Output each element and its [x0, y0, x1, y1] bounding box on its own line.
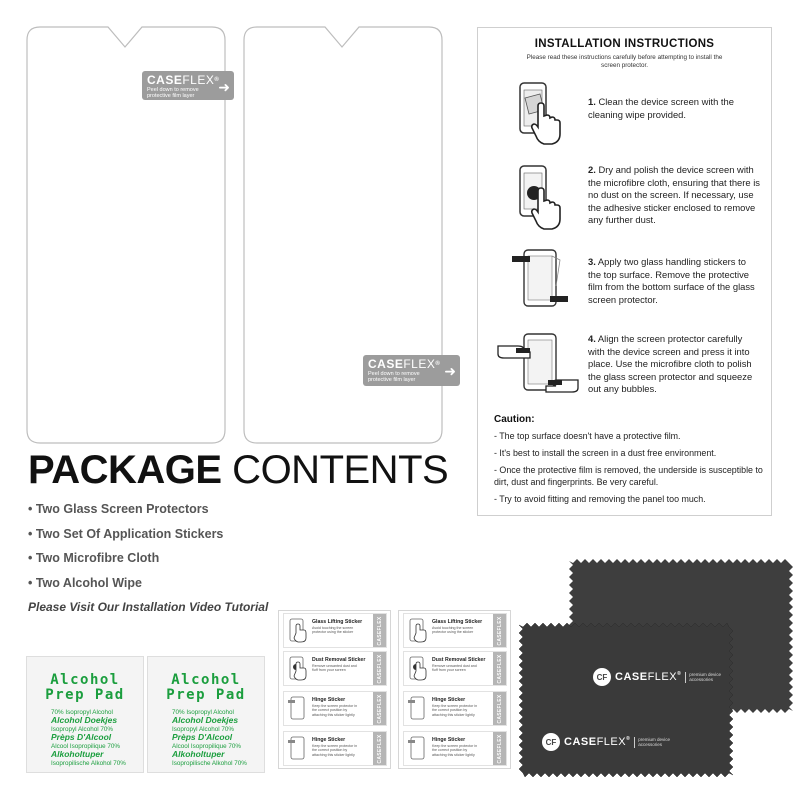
caution-item: - The top surface doesn't have a protective film. [494, 431, 681, 441]
caution-item: - Once the protective film is removed, the underside is susceptible to dirt, dust and fingerprints. Be very careful. [494, 465, 763, 487]
phone-hinge-icon [287, 735, 309, 762]
caution-item: - It's best to install the screen in a dust free environment. [494, 448, 717, 458]
phone-wipe-icon [516, 80, 572, 150]
caseflex-logo-icon: CF [593, 668, 611, 686]
alcohol-prep-pad [147, 656, 265, 773]
hinge-sticker[interactable] [283, 731, 387, 766]
package-item: • Two Glass Screen Protectors [28, 502, 209, 516]
sticker-desc: Avoid touching the screen protector using the sticker [432, 626, 474, 635]
peel-tab-text: protective film layer [368, 377, 416, 383]
hinge-sticker[interactable] [403, 691, 507, 726]
instruction-step-2: 2. Dry and polish the device screen with the microfibre cloth, ensuring that there is no dust on the screen. If necessary, use the adhesive sticker enclosed to remove any further dust. [588, 164, 760, 226]
alcohol-prep-pad [26, 656, 144, 773]
package-item: • Two Microfibre Cloth [28, 551, 160, 565]
peel-tab-left[interactable] [142, 71, 234, 100]
installation-instructions-card [477, 27, 772, 516]
sticker-name: Glass Lifting Sticker [432, 619, 483, 625]
phone-hinge-icon [407, 735, 429, 762]
sticker-desc: Keep the screen protector in the correct position by attaching this sticker lightly [432, 704, 478, 717]
pad-line: Alcohol Doekjes [172, 715, 239, 725]
hand-phone-icon [287, 655, 309, 682]
sticker-brand-strip: CASEFLEX [493, 732, 506, 765]
sticker-brand-strip: CASEFLEX [373, 652, 386, 685]
sticker-name: Dust Removal Sticker [432, 657, 486, 663]
sticker-name: Hinge Sticker [432, 697, 466, 703]
hand-phone-icon [287, 617, 309, 644]
glass-lifting-sticker[interactable] [403, 613, 507, 648]
cloth-brand-sub: premium device accessories [634, 737, 670, 748]
caution-item: - Try to avoid fitting and removing the panel too much. [494, 494, 706, 504]
hinge-sticker[interactable] [403, 731, 507, 766]
arrow-right-icon: ➜ [218, 79, 230, 95]
sticker-name: Dust Removal Sticker [312, 657, 366, 663]
pad-line: Alkoholtuper [51, 749, 104, 759]
sticker-desc: Avoid touching the screen protector using the sticker [312, 626, 354, 635]
dust-removal-sticker[interactable] [283, 651, 387, 686]
cloth-brand-back [593, 668, 721, 686]
package-contents-title: PACKAGE CONTENTS [28, 448, 449, 492]
cloth-brand-front [542, 733, 670, 751]
sticker-name: Hinge Sticker [312, 697, 346, 703]
pad-line: Isopropyl Alcohol 70% [51, 726, 113, 733]
sticker-desc: Remove unwanted dust and fluff from your screen [432, 664, 477, 673]
instructions-intro: Please read these instructions carefully before attempting to install the screen protector. [526, 54, 723, 69]
peel-tab-brand: CASEFLEX® [147, 73, 220, 87]
cloth-brand-sub: premium device accessories [685, 672, 721, 683]
pad-line: Alkoholtuper [172, 749, 225, 759]
microfibre-cloth-front [518, 622, 734, 778]
pad-title: Alcohol [50, 672, 120, 688]
sticker-brand-strip: CASEFLEX [373, 732, 386, 765]
apply-stickers-icon [508, 246, 578, 312]
sticker-sheet [398, 610, 511, 769]
pad-line: 70% Isopropyl Alcohol [51, 709, 113, 716]
peel-tab-right[interactable] [363, 355, 460, 386]
hinge-sticker[interactable] [283, 691, 387, 726]
instructions-title: INSTALLATION INSTRUCTIONS [534, 38, 715, 50]
cloth-brand-name: CASEFLEX® [564, 736, 631, 748]
sticker-name: Hinge Sticker [432, 737, 466, 743]
sticker-desc: Keep the screen protector in the correct position by attaching this sticker lightly [312, 744, 358, 757]
sticker-brand-strip: CASEFLEX [493, 614, 506, 647]
package-item: • Two Set Of Application Stickers [28, 527, 224, 541]
sticker-name: Glass Lifting Sticker [312, 619, 363, 625]
pad-line: 70% Isopropyl Alcohol [172, 709, 234, 716]
hand-phone-icon [407, 655, 429, 682]
peel-tab-text: protective film layer [147, 93, 195, 99]
instruction-step-1: 1. Clean the device screen with the cleaning wipe provided. [588, 96, 734, 120]
sticker-brand-strip: CASEFLEX [373, 692, 386, 725]
instruction-step-4: 4. Align the screen protector carefully with the device screen and press it into place. Use the microfibre cloth to polish the glass screen protector and squeeze out any bubbles. [588, 333, 753, 395]
pad-line: Alcool Isopropilique 70% [172, 743, 241, 750]
video-tutorial-note[interactable]: Please Visit Our Installation Video Tutorial [28, 600, 269, 614]
dust-removal-sticker[interactable] [403, 651, 507, 686]
caseflex-logo-icon: CF [542, 733, 560, 751]
phone-polish-icon [516, 163, 572, 235]
peel-tab-text: Peel down to remove [368, 371, 420, 377]
sticker-name: Hinge Sticker [312, 737, 346, 743]
pad-title: Prep Pad [45, 687, 125, 703]
instruction-step-3: 3. Apply two glass handling stickers to the top surface. Remove the protective film from the bottom surface of the glass screen protector. [588, 256, 755, 305]
glass-lifting-sticker[interactable] [283, 613, 387, 648]
pad-line: Alcohol Doekjes [51, 715, 118, 725]
pad-line: Alcool Isopropilique 70% [51, 743, 120, 750]
hand-phone-icon [407, 617, 429, 644]
align-protector-icon [494, 328, 582, 398]
sticker-brand-strip: CASEFLEX [493, 692, 506, 725]
sticker-desc: Remove unwanted dust and fluff from your screen [312, 664, 357, 673]
package-item: • Two Alcohol Wipe [28, 576, 142, 590]
peel-tab-brand: CASEFLEX® [368, 357, 441, 371]
peel-tab-text: Peel down to remove [147, 87, 199, 93]
sticker-brand-strip: CASEFLEX [493, 652, 506, 685]
sticker-desc: Keep the screen protector in the correct position by attaching this sticker lightly [432, 744, 478, 757]
cloth-brand-name: CASEFLEX® [615, 671, 682, 683]
pad-title: Prep Pad [166, 687, 246, 703]
phone-hinge-icon [407, 695, 429, 722]
pad-line: Prèps D'Alcool [51, 732, 112, 742]
pad-line: Isopropyl Alcohol 70% [172, 726, 234, 733]
pad-line: Prèps D'Alcool [172, 732, 233, 742]
pad-line: Isopropilische Alkohol 70% [51, 760, 126, 767]
phone-hinge-icon [287, 695, 309, 722]
sticker-desc: Keep the screen protector in the correct position by attaching this sticker lightly [312, 704, 358, 717]
sticker-sheet [278, 610, 391, 769]
pad-title: Alcohol [171, 672, 241, 688]
sticker-brand-strip: CASEFLEX [373, 614, 386, 647]
pad-line: Isopropilische Alkohol 70% [172, 760, 247, 767]
caution-title: Caution: [494, 414, 535, 425]
arrow-right-icon: ➜ [444, 363, 456, 379]
